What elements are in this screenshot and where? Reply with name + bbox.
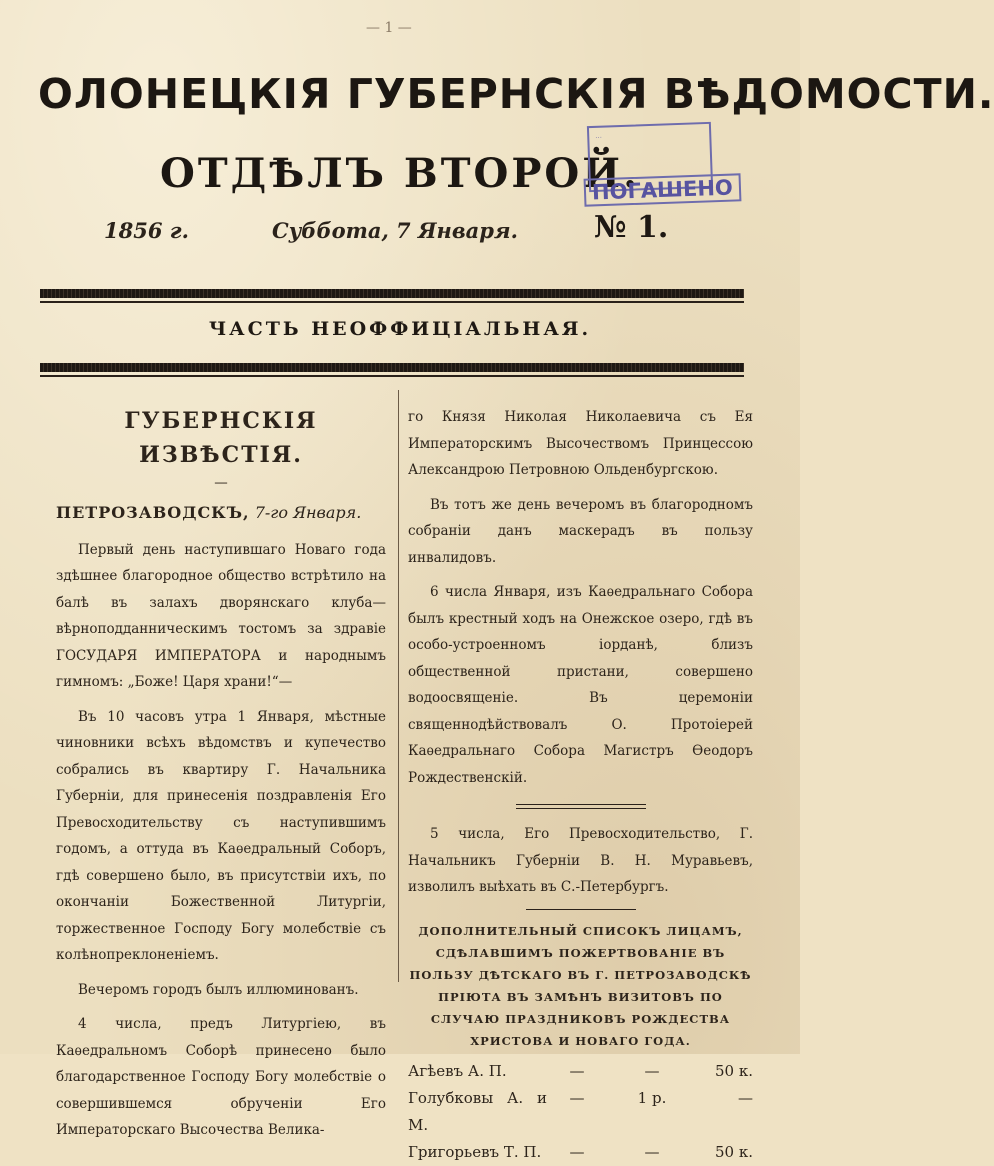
paragraph: Въ тотъ же день вечеромъ въ благородномъ собраніи данъ маскерадъ въ пользу инвалидовъ. <box>408 496 753 566</box>
short-divider <box>526 909 636 910</box>
dateline-date: 7-го Января. <box>254 503 362 522</box>
section-title: ОТДѢЛЪ ВТОРОЙ. <box>159 150 640 197</box>
donor-rubles: 1 р. <box>637 1088 667 1107</box>
donor-rubles: — <box>644 1142 660 1161</box>
ornament-divider <box>408 799 753 811</box>
part-rule <box>40 363 744 372</box>
paragraph: Вечеромъ городъ былъ иллюминованъ. <box>78 981 359 998</box>
donor-rubles: — <box>644 1061 660 1080</box>
paragraph: го Князя Николая Николаевича съ Ея Императорскимъ Высочествомъ Принцессою Александрою Петровною Ольденбургскою. <box>408 409 753 478</box>
header-rule-thin <box>40 301 744 303</box>
dateline <box>56 500 386 527</box>
right-column <box>408 404 753 1166</box>
donor-amount: 50 к. <box>715 1142 753 1161</box>
paragraph: Первый день наступившаго Новаго года здѣшнее благородное общество встрѣтило на балѣ въ залахъ дворянскаго клуба—вѣрноподданническимъ тостомъ за здравіе ГОСУДАРЯ ИМПЕРАТОРА и народнымъ гимномъ: „Боже! Царя храни!“— <box>56 541 386 690</box>
paragraph: 6 числа Января, изъ Каѳедральнаго Собора былъ крестный ходъ на Онежское озеро, гдѣ въ особо-устроенномъ іорданѣ, близъ общественной пристани, совершено водоосвященіе. Въ церемоніи священнодѣйствовалъ О. Протоіерей Каѳедральнаго Собора Магистръ Ѳеодоръ Рождественскій. <box>408 584 753 786</box>
header-rule <box>40 289 744 298</box>
donor-name: Григорьевъ Т. П. <box>408 1142 542 1161</box>
donor-row <box>408 1085 753 1139</box>
part-title: ЧАСТЬ НЕОФФИЦІАЛЬНАЯ. <box>208 318 592 340</box>
donor-name: Агѣевъ А. П. <box>408 1061 507 1080</box>
rubric-heading: ГУБЕРНСКІЯ ИЗВѢСТІЯ. <box>124 408 318 468</box>
donor-row <box>408 1139 753 1166</box>
part-rule-thin <box>40 375 744 377</box>
donor-row <box>408 1058 753 1085</box>
donor-name: Голубковы А. и М. <box>408 1088 547 1134</box>
donor-amount: 50 к. <box>715 1061 753 1080</box>
issue-date: Суббота, 7 Января. <box>272 218 518 243</box>
donor-dash: — <box>569 1088 585 1107</box>
cancelled-stamp-label: ПОГАШЕНО <box>584 173 742 206</box>
column-divider <box>398 390 399 982</box>
issue-number: № 1. <box>594 210 669 245</box>
issue-year: 1856 г. <box>104 218 189 243</box>
page-number: — 1 — <box>366 20 412 36</box>
donor-list-heading: ДОПОЛНИТЕЛЬНЫЙ СПИСОКЪ ЛИЦАМЪ, СДѢЛАВШИМЪ ПОЖЕРТВОВАНІЕ ВЪ ПОЛЬЗУ ДѢТСКАГО ВЪ Г. ПЕТРОЗАВОДСКѢ ПРІЮТА ВЪ ЗАМѢНЪ ВИЗИТОВЪ ПО СЛУЧАЮ ПРАЗДНИКОВЪ РОЖДЕСТВА ХРИСТОВА И НОВАГО ГОДА. <box>409 923 752 1048</box>
donor-amount: — <box>738 1088 753 1107</box>
dateline-city: ПЕТРОЗАВОДСКЪ, <box>56 503 250 522</box>
left-column <box>56 404 386 1152</box>
donor-dash: — <box>569 1142 585 1161</box>
paragraph: Въ 10 часовъ утра 1 Января, мѣстные чиновники всѣхъ вѣдомствъ и купечество собрались въ квартиру Г. Начальника Губерніи, для принесенія поздравленія Его Превосходительству съ наступившимъ годомъ, а оттуда въ Каѳедральный Соборъ, гдѣ совершено было, въ присутствіи ихъ, по окончаніи Божественной Литургіи, торжественное Господу Богу молебствіе съ колѣнопреклоненіемъ. <box>56 708 386 963</box>
donor-dash: — <box>569 1061 585 1080</box>
paragraph: 4 числа, предъ Литургіею, въ Каѳедральномъ Соборѣ принесено было благодарственное Господу Богу молебствіе о совершившемся обрученіи Его Императорскаго Высочества Велика- <box>56 1016 386 1138</box>
paragraph: 5 числа, Его Превосходительство, Г. Начальникъ Губерніи В. Н. Муравьевъ, изволилъ выѣхать въ С.-Петербургъ. <box>408 826 753 895</box>
dash-separator: — <box>214 475 228 491</box>
newspaper-masthead: ОЛОНЕЦКІЯ ГУБЕРНСКІЯ ВѢДОМОСТИ. <box>38 70 994 118</box>
stamp-text: ... <box>595 131 603 140</box>
